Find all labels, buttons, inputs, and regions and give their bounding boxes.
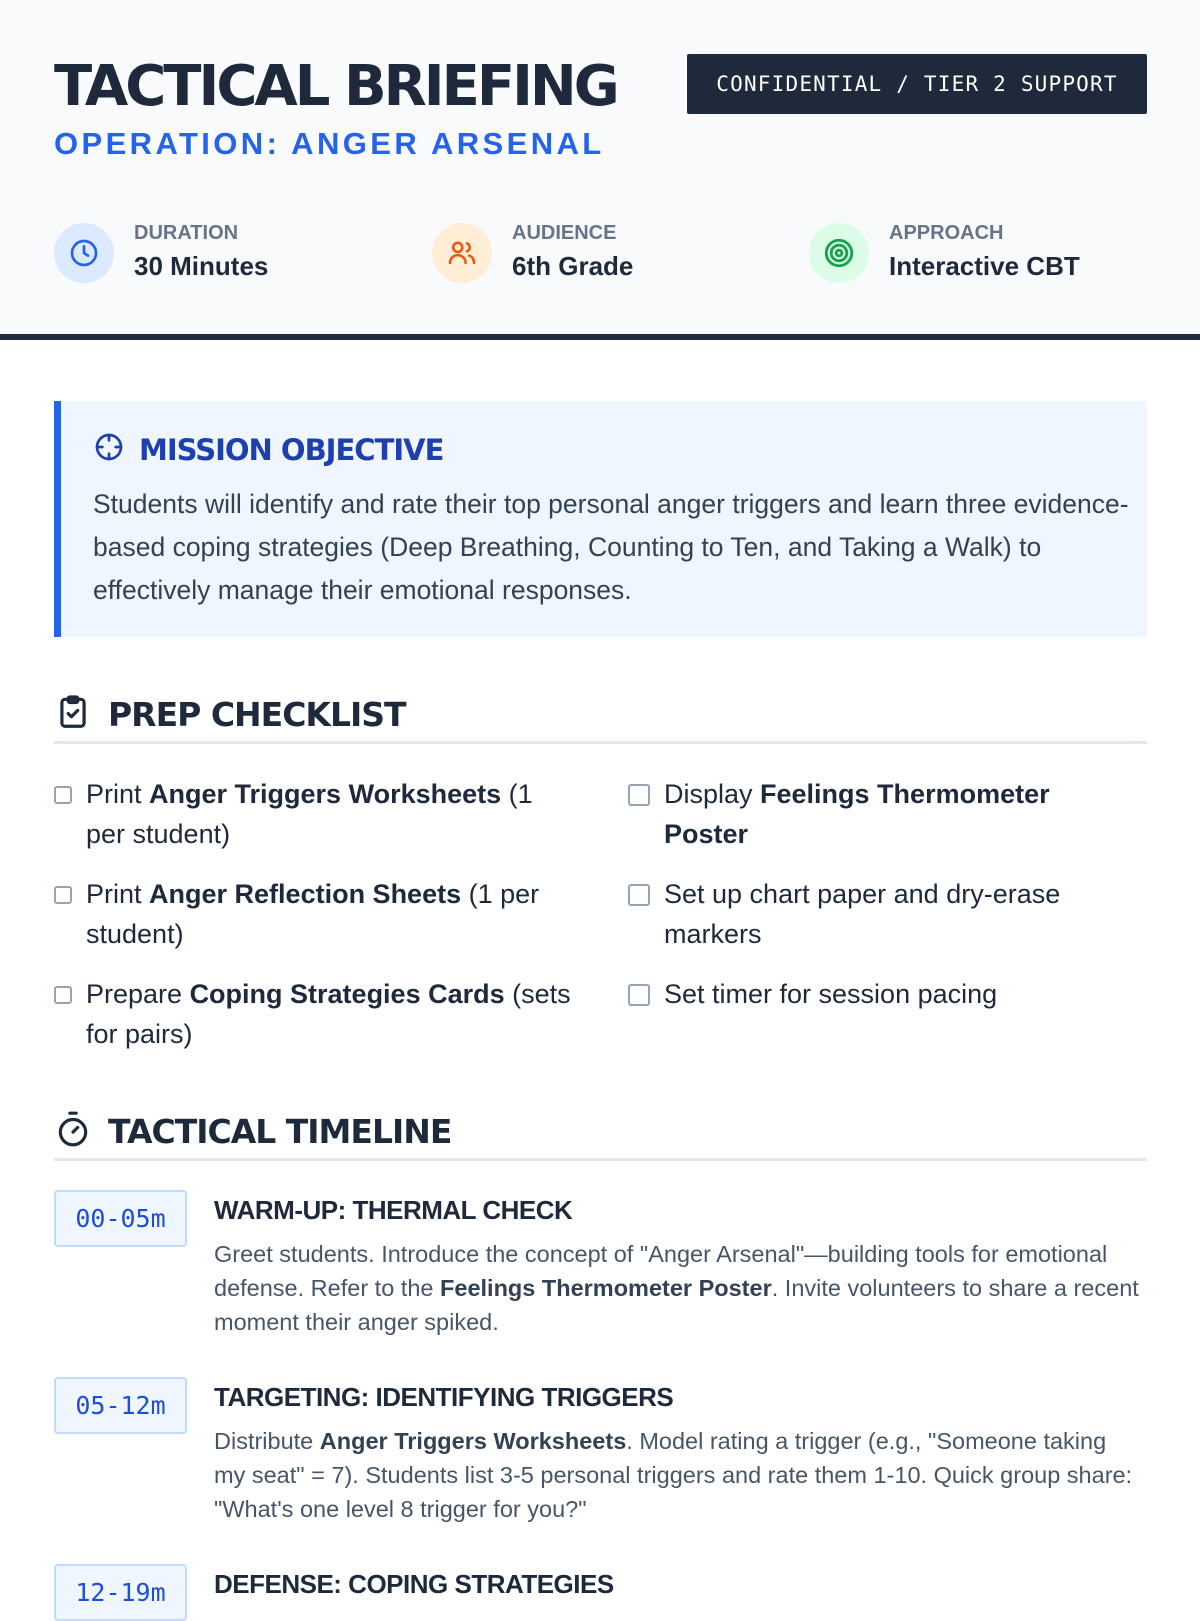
clipboard-check-icon: [54, 693, 92, 736]
checklist-item-text: Print Anger Reflection Sheets (1 per student): [86, 879, 540, 949]
checklist-item-text: Print Anger Triggers Worksheets (1 per student): [86, 779, 533, 849]
checkbox[interactable]: [54, 986, 72, 1004]
checklist-item[interactable]: [54, 874, 574, 954]
checklist-item-text: Set up chart paper and dry-erase markers: [664, 879, 1061, 949]
confidential-badge: CONFIDENTIAL / TIER 2 SUPPORT: [687, 54, 1147, 114]
time-badge: 05-12m: [54, 1377, 187, 1434]
section-title: PREP CHECKLIST: [108, 695, 406, 734]
checklist-item-text: Prepare Coping Strategies Cards (sets for pairs): [86, 979, 571, 1049]
checklist-item-text: Set timer for session pacing: [664, 979, 998, 1009]
meta-label: AUDIENCE: [512, 222, 617, 244]
stopwatch-icon: [54, 1110, 92, 1153]
page-title: TACTICAL BRIEFING: [54, 54, 617, 119]
checkbox[interactable]: [628, 784, 650, 806]
meta-approach: [809, 218, 1080, 290]
timeline-entry-title: TARGETING: IDENTIFYING TRIGGERS: [214, 1382, 674, 1412]
meta-label: APPROACH: [889, 222, 1004, 244]
checklist-item[interactable]: [628, 974, 1098, 1014]
clock-icon: [54, 223, 114, 283]
checkbox[interactable]: [54, 886, 72, 904]
checklist-item[interactable]: [628, 874, 1098, 954]
timeline-entry-title: WARM-UP: THERMAL CHECK: [214, 1195, 573, 1225]
section-title: TACTICAL TIMELINE: [108, 1112, 452, 1151]
crosshair-icon: [93, 431, 125, 468]
timeline-entry-title: DEFENSE: COPING STRATEGIES: [214, 1569, 614, 1599]
checklist-item[interactable]: [54, 974, 574, 1054]
time-badge: 12-19m: [54, 1564, 187, 1621]
mission-text: Students will identify and rate their top personal anger triggers and learn three evidence-based coping strategies (Deep Breathing, Counting to Ten, and Taking a Walk) to effectively manage their emotional responses.: [93, 489, 1129, 605]
meta-audience: [432, 218, 633, 290]
briefing-header: [0, 0, 1200, 340]
checkbox[interactable]: [54, 786, 72, 804]
checklist-item-text: Display Feelings Thermometer Poster: [664, 779, 1050, 849]
prep-checklist-heading: [54, 688, 1147, 744]
meta-value: Interactive CBT: [889, 251, 1080, 281]
meta-value: 6th Grade: [512, 251, 634, 281]
meta-duration: [54, 218, 268, 290]
timeline-entry-desc: Distribute Anger Triggers Worksheets. Model rating a trigger (e.g., "Someone taking my seat" = 7). Students list 3-5 personal triggers and rate them 1-10. Quick group share: "What's one level 8 trigger for you?": [214, 1428, 1133, 1522]
checkbox[interactable]: [628, 984, 650, 1006]
checkbox[interactable]: [628, 884, 650, 906]
mission-title: MISSION OBJECTIVE: [139, 432, 444, 467]
users-icon: [432, 223, 492, 283]
checklist-item[interactable]: [628, 774, 1098, 854]
operation-subtitle: OPERATION: ANGER ARSENAL: [54, 126, 605, 161]
mission-objective-panel: [54, 401, 1147, 637]
tactical-timeline-heading: [54, 1105, 1147, 1161]
target-icon: [809, 223, 869, 283]
timeline-entry-desc: Greet students. Introduce the concept of "Anger Arsenal"—building tools for emotional defense. Refer to the Feelings Thermometer Poster. Invite volunteers to share a recent moment their anger spiked.: [214, 1241, 1139, 1335]
time-badge: 00-05m: [54, 1190, 187, 1247]
meta-label: DURATION: [134, 222, 239, 244]
checklist-item[interactable]: [54, 774, 574, 854]
meta-value: 30 Minutes: [134, 251, 269, 281]
